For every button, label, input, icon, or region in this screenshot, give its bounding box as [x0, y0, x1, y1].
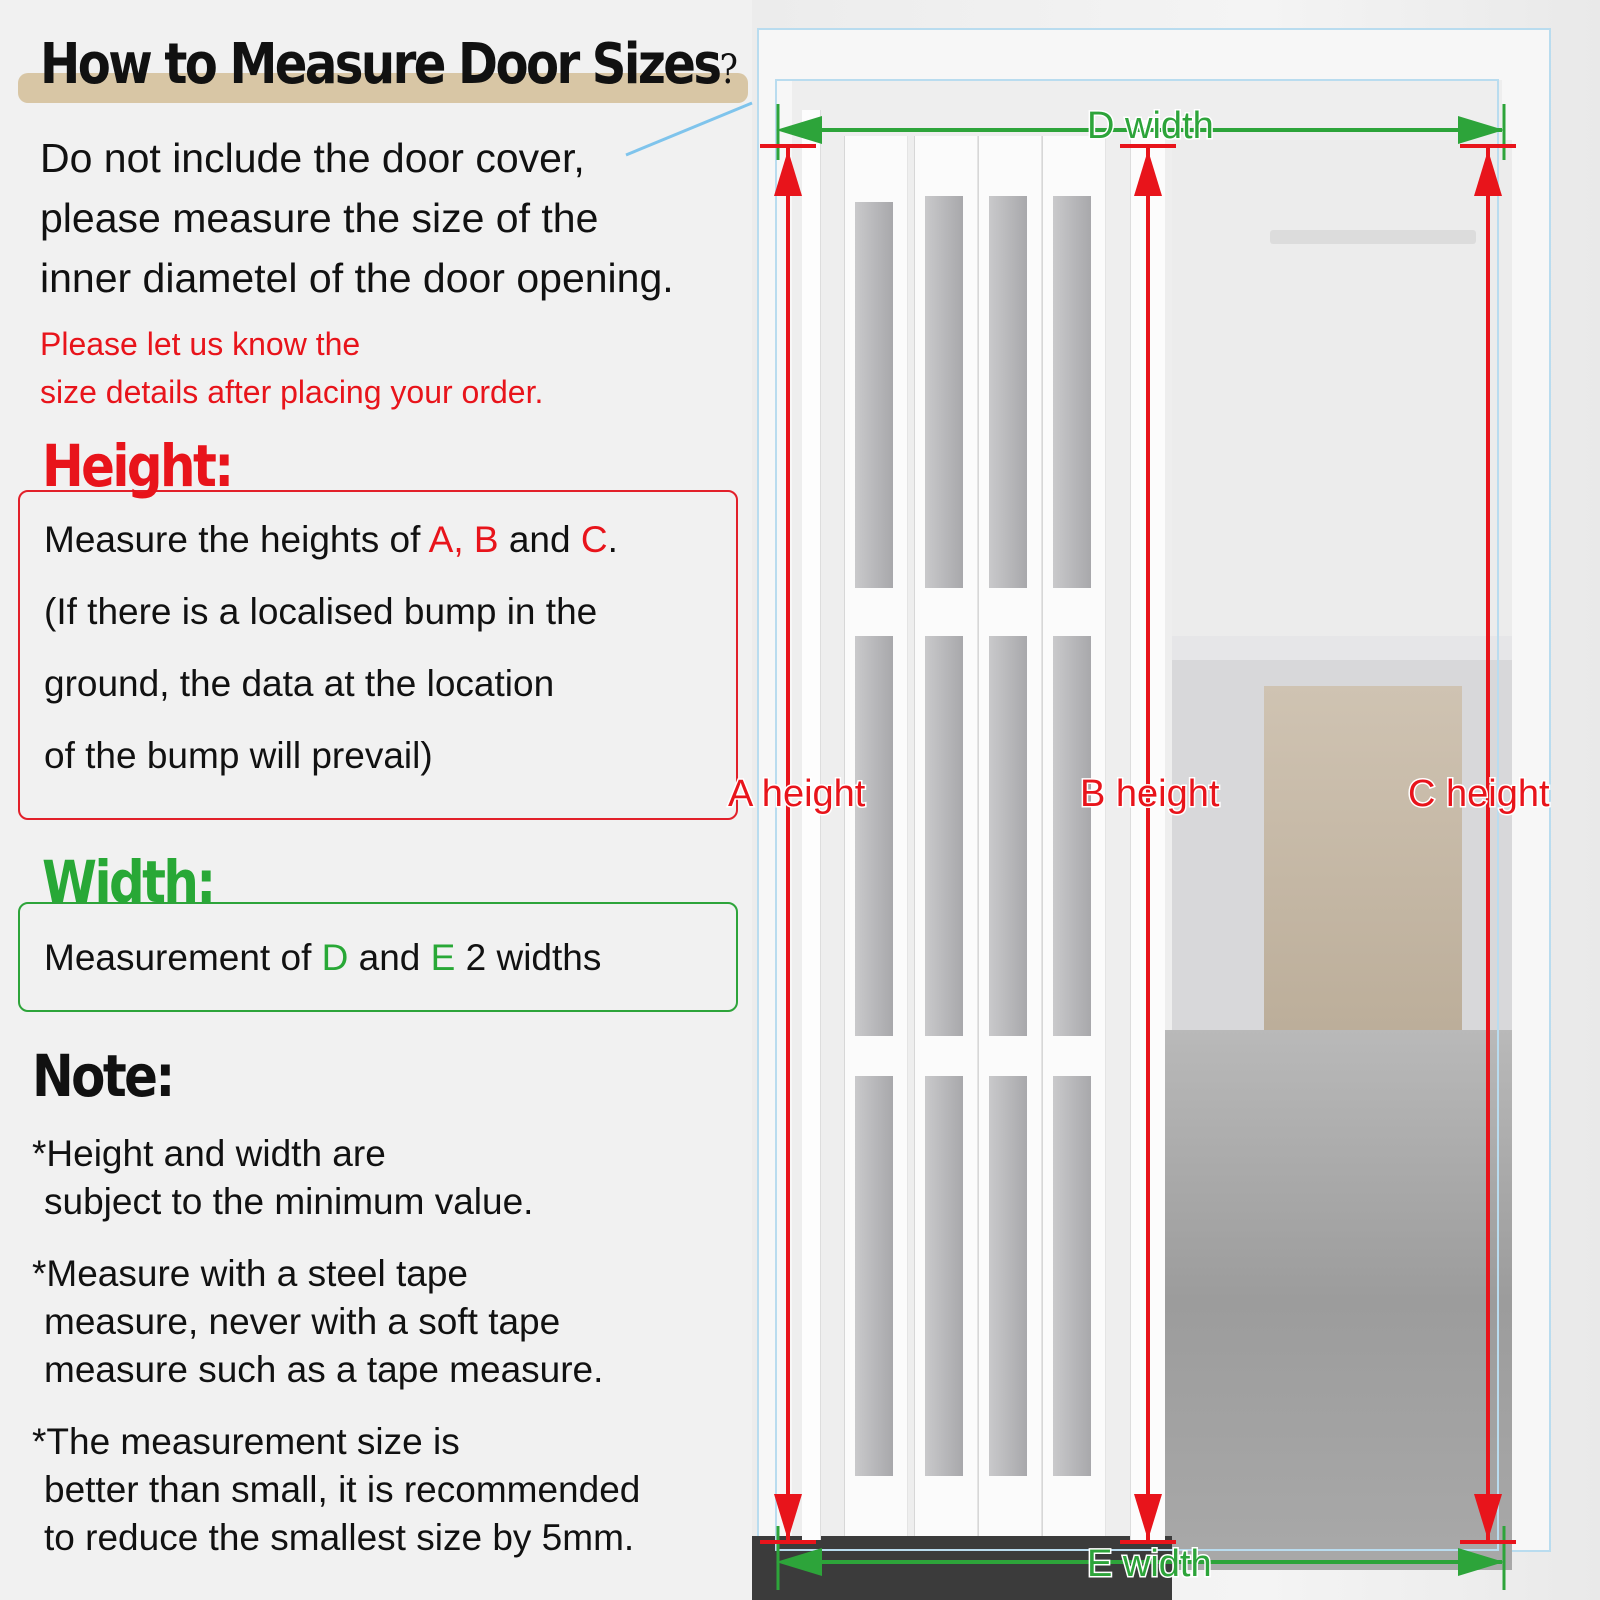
inner-frame-outline	[776, 80, 1498, 1550]
height-line-1	[44, 504, 618, 576]
b-height-arrowhead-top	[1134, 150, 1162, 196]
e-width-arrowhead-left	[776, 1548, 822, 1576]
note-line: *Height and width are	[32, 1133, 386, 1174]
height-instructions	[44, 504, 618, 792]
period: .	[607, 519, 618, 560]
letter-c: C	[580, 519, 608, 560]
b-height-label: B height	[1080, 773, 1220, 815]
and-word: and	[348, 937, 431, 978]
order-note-line: size details after placing your order.	[40, 374, 544, 410]
height-prefix: Measure the heights of	[44, 519, 429, 560]
note-line: to reduce the smallest size by 5mm.	[44, 1517, 635, 1558]
d-width-label: D width	[1087, 105, 1214, 147]
a-height-label: A height	[728, 773, 866, 815]
intro-line: Do not include the door cover,	[40, 135, 585, 181]
note-line: *The measurement size is	[32, 1421, 460, 1462]
width-heading: Width:	[42, 848, 214, 916]
measurement-overlay	[728, 0, 1600, 1600]
note-heading: Note:	[32, 1042, 173, 1110]
instructions-panel	[0, 0, 752, 1600]
b-height-arrowhead-bottom	[1134, 1494, 1162, 1540]
order-note	[40, 320, 543, 416]
note-line: *Measure with a steel tape	[32, 1253, 469, 1294]
notes-list	[32, 1130, 640, 1586]
e-width-label: E width	[1087, 1543, 1212, 1585]
height-line: (If there is a localised bump in the	[44, 591, 598, 632]
note-line: subject to the minimum value.	[44, 1181, 534, 1222]
height-line: ground, the data at the location	[44, 663, 555, 704]
letter-e: E	[430, 937, 456, 978]
and-word: and	[498, 519, 581, 560]
letter-b: B	[473, 519, 499, 560]
order-note-line: Please let us know the	[40, 326, 361, 362]
intro-line: please measure the size of the	[40, 195, 599, 241]
e-width-arrowhead-right	[1458, 1548, 1504, 1576]
height-line: of the bump will prevail)	[44, 735, 433, 776]
c-height-label: C height	[1408, 773, 1550, 815]
intro-paragraph	[40, 128, 674, 308]
page-title	[40, 32, 738, 97]
letter-d: D	[321, 937, 349, 978]
height-heading: Height:	[42, 432, 232, 500]
width-box	[18, 902, 738, 1012]
title-text: How to Measure Door Sizes	[40, 32, 720, 97]
note-item	[32, 1130, 640, 1226]
height-box	[18, 490, 738, 820]
intro-line: inner diametel of the door opening.	[40, 255, 674, 301]
width-prefix: Measurement of	[44, 937, 322, 978]
note-line: measure, never with a soft tape	[44, 1301, 561, 1342]
note-item	[32, 1250, 640, 1394]
title-block	[18, 28, 748, 108]
door-diagram	[728, 0, 1600, 1600]
width-instructions	[44, 936, 601, 980]
note-line: measure such as a tape measure.	[44, 1349, 604, 1390]
width-suffix: 2 widths	[455, 937, 602, 978]
note-line: better than small, it is recommended	[44, 1469, 641, 1510]
letter-a: A,	[428, 519, 464, 560]
title-question-mark: ?	[719, 47, 738, 93]
note-item	[32, 1418, 640, 1562]
d-width-arrowhead-left	[776, 116, 822, 144]
